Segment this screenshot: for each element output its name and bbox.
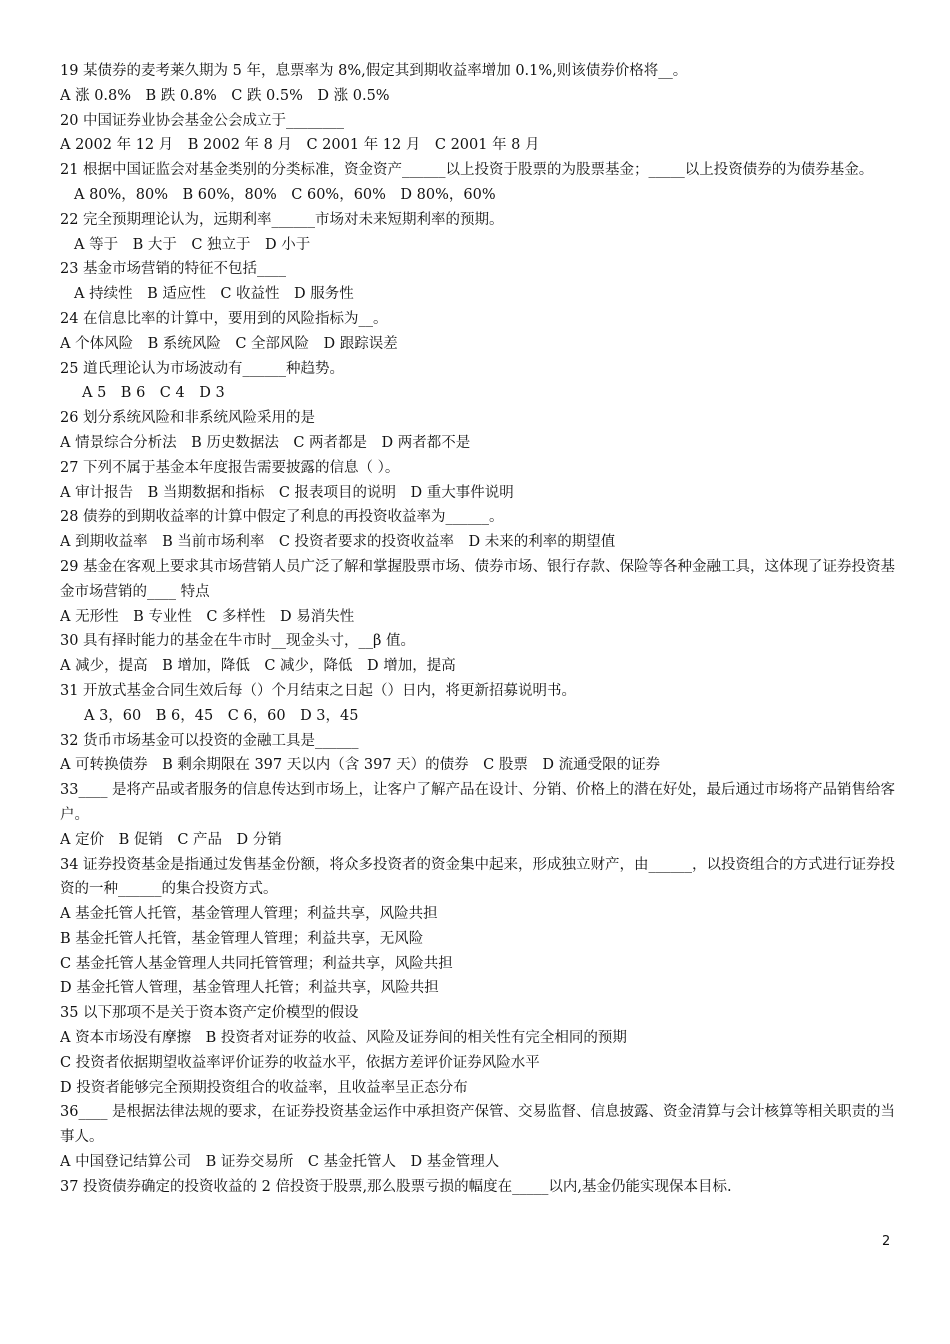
options-30: A 减少，提高 B 增加，降低 C 减少，降低 D 增加，提高 <box>60 658 456 675</box>
options-33: A 定价 B 促销 C 产品 D 分销 <box>60 831 282 848</box>
document-body <box>60 59 896 1200</box>
question-24: 24 在信息比率的计算中，要用到的风险指标为__。 <box>60 310 388 327</box>
options-25: A 5 B 6 C 4 D 3 <box>82 385 225 402</box>
question-36: 36____ 是根据法律法规的要求，在证券投资基金运作中承担资产保管、交易监督、信息披露、资金清算与会计核算等相关职责的当事人。 <box>60 1104 896 1146</box>
options-29: A 无形性 B 专业性 C 多样性 D 易消失性 <box>60 608 355 625</box>
options-24: A 个体风险 B 系统风险 C 全部风险 D 跟踪误差 <box>60 335 398 352</box>
question-30: 30 具有择时能力的基金在牛市时__现金头寸，__β 值。 <box>60 633 416 650</box>
options-21: A 80%，80% B 60%，80% C 60%，60% D 80%，60% <box>74 186 496 203</box>
option-35-c: C 投资者依据期望收益率评价证券的收益水平，依据方差评价证券风险水平 <box>60 1054 540 1071</box>
question-31: 31 开放式基金合同生效后每（）个月结束之日起（）日内，将更新招募说明书。 <box>60 682 577 699</box>
question-26: 26 划分系统风险和非系统风险采用的是 <box>60 410 316 427</box>
question-33: 33____ 是将产品或者服务的信息传达到市场上，让客户了解产品在设计、分销、价格上的潜在好处，最后通过市场将产品销售给客户。 <box>60 782 896 823</box>
option-35-ab: A 资本市场没有摩擦 B 投资者对证券的收益、风险及证券间的相关性有完全相同的预期 <box>60 1030 627 1047</box>
question-28: 28 债券的到期收益率的计算中假定了利息的再投资收益率为______。 <box>60 509 504 526</box>
options-19: A 涨 0.8% B 跌 0.8% C 跌 0.5% D 涨 0.5% <box>60 87 390 104</box>
question-37: 37 投资债券确定的投资收益的 2 倍投资于股票,那么股票亏损的幅度在_____以内,基金仍能实现保本目标. <box>60 1178 732 1195</box>
question-29: 29 基金在客观上要求其市场营销人员广泛了解和掌握股票市场、债券市场、银行存款、保险等各种金融工具，这体现了证券投资基金市场营销的____ 特点 <box>60 558 896 600</box>
question-21: 21 根据中国证监会对基金类别的分类标准，资金资产______以上投资于股票的为股票基金；_____以上投资债券的为债券基金。 <box>60 162 874 179</box>
question-23: 23 基金市场营销的特征不包括____ <box>60 261 287 278</box>
options-27: A 审计报告 B 当期数据和指标 C 报表项目的说明 D 重大事件说明 <box>60 484 514 501</box>
question-22: 22 完全预期理论认为，远期利率______市场对未来短期利率的预期。 <box>60 211 504 228</box>
question-20: 20 中国证券业协会基金公会成立于________ <box>60 112 345 129</box>
question-34: 34 证券投资基金是指通过发售基金份额，将众多投资者的资金集中起来，形成独立财产，由______，以投资组合的方式进行证券投资的一种______的集合投资方式。 <box>60 856 896 898</box>
question-27: 27 下列不属于基金本年度报告需要披露的信息（ ）。 <box>60 459 400 476</box>
options-20: A 2002 年 12 月 B 2002 年 8 月 C 2001 年 12 月 C 2001 年 8 月 <box>60 137 540 154</box>
options-36: A 中国登记结算公司 B 证券交易所 C 基金托管人 D 基金管理人 <box>60 1154 500 1171</box>
question-25: 25 道氏理论认为市场波动有______种趋势。 <box>60 360 345 377</box>
page-number: 2 <box>882 1234 891 1249</box>
question-19: 19 某债券的麦考莱久期为 5 年，息票率为 8%,假定其到期收益率增加 0.1%,则该债券价格将__。 <box>60 63 688 79</box>
option-34-b: B 基金托管人托管，基金管理人管理；利益共享，无风险 <box>60 930 424 947</box>
question-32: 32 货币市场基金可以投资的金融工具是______ <box>60 732 359 749</box>
question-35: 35 以下那项不是关于资本资产定价模型的假设 <box>60 1005 359 1022</box>
option-34-c: C 基金托管人基金管理人共同托管管理；利益共享，风险共担 <box>60 955 453 972</box>
options-28: A 到期收益率 B 当前市场利率 C 投资者要求的投资收益率 D 未来的利率的期望值 <box>60 534 616 551</box>
options-23: A 持续性 B 适应性 C 收益性 D 服务性 <box>74 286 354 303</box>
option-35-d: D 投资者能够完全预期投资组合的收益率，且收益率呈正态分布 <box>60 1079 468 1096</box>
options-32: A 可转换债券 B 剩余期限在 397 天以内（含 397 天）的债券 C 股票 D 流通受限的证券 <box>60 757 661 774</box>
options-26: A 情景综合分析法 B 历史数据法 C 两者都是 D 两者都不是 <box>60 434 471 451</box>
options-22: A 等于 B 大于 C 独立于 D 小于 <box>74 236 311 253</box>
options-31: A 3，60 B 6，45 C 6，60 D 3，45 <box>84 707 359 724</box>
option-34-d: D 基金托管人管理，基金管理人托管；利益共享，风险共担 <box>60 980 439 997</box>
option-34-a: A 基金托管人托管，基金管理人管理；利益共享，风险共担 <box>60 906 438 923</box>
